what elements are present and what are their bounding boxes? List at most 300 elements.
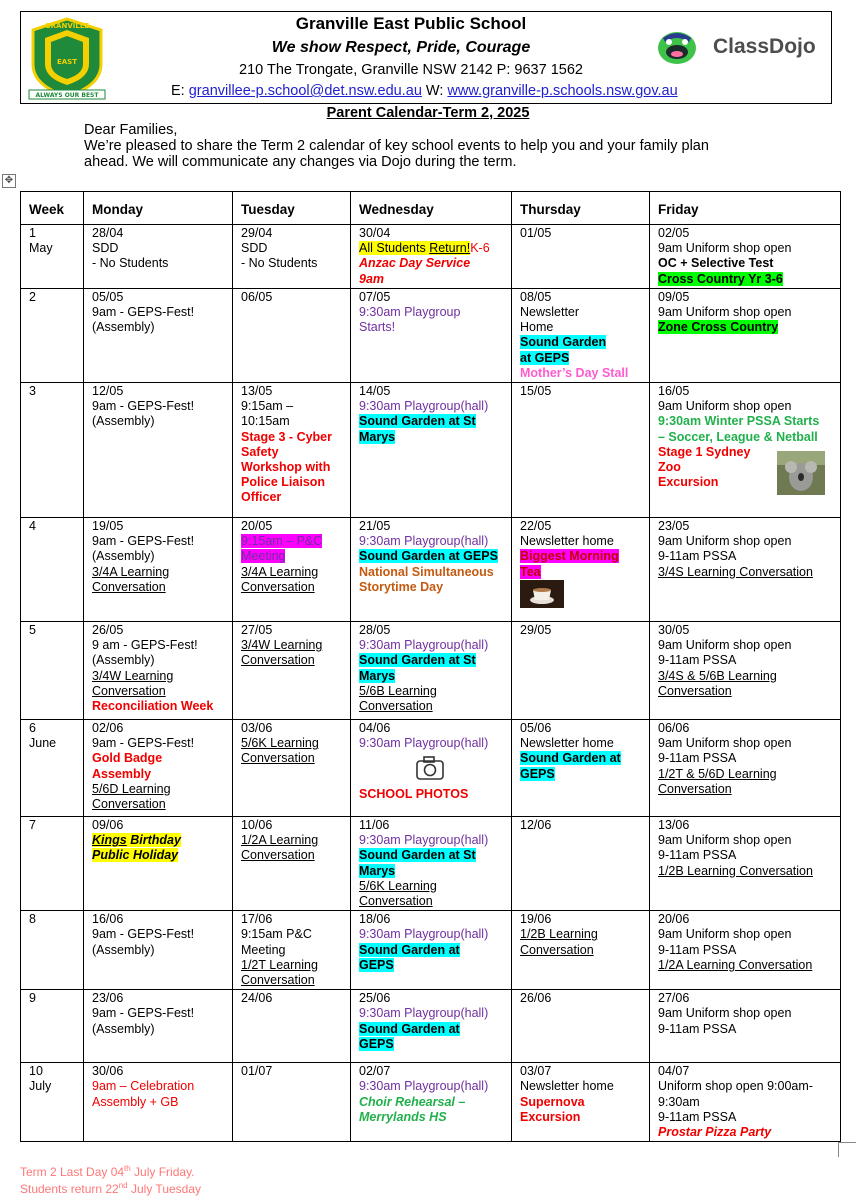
table-row	[21, 288, 841, 382]
monday-cell	[84, 288, 233, 382]
event-zoo-excursion: Stage 1 Sydney	[658, 444, 751, 459]
week-cell	[21, 288, 84, 382]
event-text: Tea	[520, 564, 541, 579]
event-sound-garden	[359, 943, 503, 958]
tuesday-cell	[233, 720, 351, 817]
event-sound-garden	[359, 669, 503, 684]
month-label: May	[29, 241, 53, 256]
event-storytime: Storytime Day	[359, 579, 444, 594]
event-text: K-6	[470, 241, 490, 256]
date: 06/05	[241, 289, 273, 304]
school-address: 210 The Trongate, Granville NSW 2142 P: 9637 1562	[239, 62, 583, 78]
date: 14/05	[359, 384, 391, 399]
date: 27/05	[241, 623, 273, 638]
event-playgroup: 9:30am Playgroup(hall)	[359, 927, 489, 942]
event-learning-conversation: 1/2B Learning	[520, 927, 598, 942]
event-learning-conversation: Conversation	[241, 751, 315, 766]
event-playgroup: 9:30am Playgroup(hall)	[359, 638, 489, 653]
event: 9am - GEPS-Fest!	[92, 1006, 195, 1021]
event-learning-conversation: Conversation	[658, 781, 732, 796]
friday-cell	[650, 911, 841, 990]
col-header-week: Week	[21, 192, 84, 225]
event-playgroup: 9:30am Playgroup(hall)	[359, 1006, 489, 1021]
thursday-cell	[512, 288, 650, 382]
event-text: 9:15am – P&C	[241, 534, 323, 549]
event-cyber-safety: Workshop with	[241, 460, 331, 475]
footer-note	[20, 1162, 201, 1196]
thursday-cell	[512, 817, 650, 911]
event-text: GEPS	[359, 957, 394, 972]
monday-cell	[84, 990, 233, 1063]
event-text: Zone Cross Country	[658, 320, 779, 335]
thursday-cell	[512, 383, 650, 518]
date: 25/06	[359, 991, 391, 1006]
event-oc-selective: OC + Selective Test	[658, 256, 774, 271]
event-text: Birthday	[126, 833, 181, 848]
page-title: Parent Calendar-Term 2, 2025	[326, 105, 530, 121]
thursday-cell	[512, 518, 650, 622]
greeting: Dear Families,	[84, 122, 178, 138]
event-text: Return!	[429, 241, 471, 256]
week-cell	[21, 622, 84, 720]
table-row	[21, 622, 841, 720]
wednesday-cell	[351, 990, 512, 1063]
event: 9am Uniform shop open	[658, 399, 792, 414]
date: 29/04	[241, 226, 273, 240]
event-learning-conversation: 1/2A Learning	[241, 833, 319, 848]
event-learning-conversation: Conversation	[92, 797, 166, 812]
event-learning-conversation: 5/6D Learning	[92, 781, 171, 796]
monday-cell	[84, 518, 233, 622]
event-gold-badge-assembly: Gold Badge	[92, 751, 163, 766]
event-text: Sound Garden at GEPS	[359, 549, 498, 564]
date: 15/05	[520, 384, 552, 399]
event-text: Sound Garden at St	[359, 653, 476, 668]
table-row	[21, 720, 841, 817]
monday-cell	[84, 817, 233, 911]
event: Newsletter home	[520, 1079, 614, 1094]
event: (Assembly)	[92, 414, 155, 429]
footer-sup: nd	[118, 1181, 128, 1190]
event-learning-conversation: Conversation	[241, 973, 315, 988]
date: 27/06	[658, 991, 690, 1006]
event: 9am - GEPS-Fest!	[92, 305, 195, 320]
event-learning-conversation: 5/6B Learning	[359, 683, 437, 698]
date: 26/05	[92, 623, 124, 638]
crest-text-top: GRANVILLE	[44, 22, 90, 30]
event-zone-cross-country	[658, 320, 832, 335]
event-playgroup: 9:30am Playgroup	[359, 305, 461, 320]
monday-cell	[84, 622, 233, 720]
event: SDD	[241, 241, 268, 256]
event-winter-pssa: – Soccer, League & Netball	[658, 429, 818, 444]
event-cyber-safety: Stage 3 - Cyber	[241, 429, 333, 444]
week-number: 7	[29, 818, 36, 833]
date: 30/06	[92, 1064, 124, 1079]
date: 04/07	[658, 1064, 690, 1079]
camera-icon-wrap	[359, 751, 503, 787]
event-gold-badge-assembly: Assembly	[92, 766, 152, 781]
wednesday-cell	[351, 911, 512, 990]
date: 19/06	[520, 912, 552, 927]
event-pizza-party: Prostar Pizza Party	[658, 1125, 772, 1140]
event-playgroup: Starts!	[359, 320, 396, 335]
friday-cell	[650, 720, 841, 817]
event-cyber-safety: Safety	[241, 444, 279, 459]
event: 9am Uniform shop open	[658, 736, 792, 751]
event-storytime: National Simultaneous	[359, 564, 494, 579]
date: 09/05	[658, 289, 690, 304]
event-text: Sound Garden at	[520, 751, 621, 766]
footer-sup: th	[124, 1164, 131, 1173]
date: 05/05	[92, 289, 124, 304]
thursday-cell	[512, 622, 650, 720]
event: 9:30am	[658, 1094, 700, 1109]
footer-text: July Tuesday	[127, 1182, 202, 1196]
table-row	[21, 911, 841, 990]
date: 28/05	[359, 623, 391, 638]
date: 22/05	[520, 519, 552, 534]
event: 9-11am PSSA	[658, 751, 737, 766]
table-row	[21, 1063, 841, 1142]
classdojo-monster-icon	[655, 26, 699, 66]
date: 08/05	[520, 289, 552, 304]
event-sound-garden	[359, 1022, 503, 1037]
event-text: Marys	[359, 863, 396, 878]
event-sound-garden	[359, 430, 503, 445]
monday-cell	[84, 1063, 233, 1142]
date: 07/05	[359, 289, 391, 304]
date: 13/05	[241, 384, 273, 399]
week-number: 10	[29, 1064, 43, 1079]
week-cell	[21, 817, 84, 911]
event: 9am Uniform shop open	[658, 833, 792, 848]
date: 03/06	[241, 721, 273, 736]
event-zoo-excursion: Zoo	[658, 460, 681, 475]
event: - No Students	[241, 256, 318, 271]
term-calendar-table	[20, 191, 841, 1142]
table-move-handle-icon[interactable]: ✥	[2, 174, 16, 188]
tuesday-cell	[233, 990, 351, 1063]
friday-cell	[650, 622, 841, 720]
letterhead	[20, 11, 832, 104]
tuesday-cell	[233, 817, 351, 911]
date: 20/06	[658, 912, 690, 927]
event-playgroup: 9:30am Playgroup(hall)	[359, 1079, 489, 1094]
event-text: Sound Garden at St	[359, 414, 476, 429]
school-motto: We show Respect, Pride, Courage	[271, 39, 531, 56]
footer-line-last-day	[20, 1162, 201, 1179]
event-pc-meeting	[241, 549, 342, 564]
week-number: 5	[29, 623, 36, 638]
event-text: Marys	[359, 668, 396, 683]
col-header-friday: Friday	[650, 192, 841, 225]
event: 9am Uniform shop open	[658, 1006, 792, 1021]
event-celebration-assembly: 9am – Celebration	[92, 1079, 195, 1094]
event-celebration-assembly: Assembly + GB	[92, 1094, 179, 1109]
date: 02/07	[359, 1064, 391, 1079]
event-supernova-excursion: Supernova	[520, 1094, 585, 1109]
table-row	[21, 383, 841, 518]
event-sound-garden	[520, 335, 641, 350]
event-learning-conversation: 3/4S & 5/6B Learning	[658, 668, 777, 683]
event-text: Sound Garden at	[359, 942, 460, 957]
event: 9-11am PSSA	[658, 549, 737, 564]
date: 23/06	[92, 991, 124, 1006]
tuesday-cell	[233, 911, 351, 990]
event-sound-garden	[520, 767, 641, 782]
event: (Assembly)	[92, 653, 155, 668]
friday-cell	[650, 518, 841, 622]
event-learning-conversation: Conversation	[241, 653, 315, 668]
thursday-cell	[512, 225, 650, 289]
event: 9am - GEPS-Fest!	[92, 399, 195, 414]
event: (Assembly)	[92, 549, 155, 564]
event: 9-11am PSSA	[658, 848, 737, 863]
event: 9am - GEPS-Fest!	[92, 736, 195, 751]
event-text: Sound Garden at St	[359, 848, 476, 863]
event-text: Meeting	[241, 549, 286, 564]
web-prefix: W:	[421, 83, 448, 99]
event-text: Cross Country Yr 3-6	[658, 271, 783, 286]
event: 9am - GEPS-Fest!	[92, 534, 195, 549]
tuesday-cell	[233, 622, 351, 720]
event-public-holiday	[92, 848, 224, 863]
thursday-cell	[512, 1063, 650, 1142]
intro-line-2: ahead. We will communicate any changes via Dojo during the term.	[84, 154, 517, 170]
event-sound-garden	[520, 751, 641, 766]
week-number: 3	[29, 384, 36, 399]
week-number: 6	[29, 721, 36, 736]
event-choir-rehearsal: Merrylands HS	[359, 1109, 447, 1124]
table-row	[21, 990, 841, 1063]
classdojo-label: ClassDojo	[713, 35, 816, 58]
event-sound-garden	[359, 864, 503, 879]
event-learning-conversation: 1/2B Learning Conversation	[658, 863, 813, 878]
event-reconciliation-week: Reconciliation Week	[92, 699, 214, 714]
week-cell	[21, 383, 84, 518]
event-school-photos: SCHOOL PHOTOS	[359, 787, 469, 802]
event-learning-conversation: 1/2A Learning Conversation	[658, 957, 813, 972]
wednesday-cell	[351, 225, 512, 289]
event: (Assembly)	[92, 320, 155, 335]
event-learning-conversation: Conversation	[241, 579, 315, 594]
col-header-monday: Monday	[84, 192, 233, 225]
week-cell	[21, 518, 84, 622]
event: Meeting	[241, 942, 286, 957]
event-text: All Students	[359, 241, 430, 256]
wednesday-cell	[351, 383, 512, 518]
event-learning-conversation: 3/4A Learning	[92, 564, 170, 579]
resize-handle[interactable]	[838, 1142, 856, 1157]
event-choir-rehearsal: Choir Rehearsal –	[359, 1094, 466, 1109]
monday-cell	[84, 225, 233, 289]
event: 9:15am –	[241, 399, 294, 414]
wednesday-cell	[351, 518, 512, 622]
date: 30/04	[359, 226, 391, 240]
event: 9-11am PSSA	[658, 942, 737, 957]
event-playgroup: 9:30am Playgroup(hall)	[359, 399, 489, 414]
date: 12/06	[520, 818, 552, 833]
event: (Assembly)	[92, 1021, 155, 1036]
week-cell	[21, 1063, 84, 1142]
event-learning-conversation: Conversation	[359, 894, 433, 909]
event: 9:15am P&C	[241, 927, 312, 942]
date: 18/06	[359, 912, 391, 927]
event: 9am Uniform shop open	[658, 927, 792, 942]
event-learning-conversation: 1/2T & 5/6D Learning	[658, 766, 777, 781]
date: 21/05	[359, 519, 391, 534]
date: 09/06	[92, 818, 124, 833]
wednesday-cell	[351, 1063, 512, 1142]
date: 04/06	[359, 721, 391, 736]
date: 02/06	[92, 721, 124, 736]
event-cyber-safety: Police Liaison	[241, 475, 326, 490]
friday-cell	[650, 383, 841, 518]
event-text: Sound Garden	[520, 335, 607, 350]
month-label: July	[29, 1079, 52, 1094]
event: SDD	[92, 241, 119, 256]
event: 9am Uniform shop open	[658, 241, 792, 256]
col-header-tuesday: Tuesday	[233, 192, 351, 225]
event-text: Public Holiday	[92, 848, 179, 863]
monday-cell	[84, 720, 233, 817]
date: 30/05	[658, 623, 690, 638]
date: 24/06	[241, 991, 273, 1006]
event-sound-garden	[520, 351, 641, 366]
date: 11/06	[359, 818, 390, 833]
event: 9am Uniform shop open	[658, 534, 792, 549]
koala-photo	[777, 451, 825, 495]
event-mothers-day-stall: Mother’s Day Stall	[520, 365, 629, 380]
event: 9-11am PSSA	[658, 653, 737, 668]
event-learning-conversation: 5/6K Learning	[241, 736, 319, 751]
event: Home	[520, 320, 554, 335]
email-prefix: E:	[171, 83, 189, 99]
tuesday-cell	[233, 288, 351, 382]
date: 29/05	[520, 623, 552, 638]
date: 16/05	[658, 384, 690, 399]
week-cell	[21, 911, 84, 990]
event: Newsletter home	[520, 534, 614, 549]
month-label: June	[29, 736, 57, 751]
event-text: Kings	[92, 833, 127, 848]
event-learning-conversation: 3/4A Learning	[241, 564, 319, 579]
date: 12/05	[92, 384, 124, 399]
event-sound-garden	[359, 1037, 503, 1052]
event: 9am - GEPS-Fest!	[92, 927, 195, 942]
event-playgroup: 9:30am Playgroup(hall)	[359, 534, 489, 549]
event: 9-11am PSSA	[658, 1021, 737, 1036]
footer-text: Students return 22	[20, 1182, 119, 1196]
crest-text-bottom: ALWAYS OUR BEST	[35, 92, 99, 99]
table-row	[21, 817, 841, 911]
wednesday-cell	[351, 817, 512, 911]
event-learning-conversation: Conversation	[520, 942, 594, 957]
event-kings-birthday	[92, 833, 224, 848]
date: 20/05	[241, 519, 273, 534]
week-cell	[21, 720, 84, 817]
week-number: 2	[29, 289, 36, 304]
tuesday-cell	[233, 225, 351, 289]
wednesday-cell	[351, 288, 512, 382]
event-time: 9am	[359, 271, 385, 286]
event-learning-conversation: Conversation	[658, 683, 732, 698]
date: 19/05	[92, 519, 124, 534]
event-learning-conversation: Conversation	[92, 683, 166, 698]
event-text: GEPS	[520, 766, 555, 781]
event: Newsletter	[520, 305, 580, 320]
week-cell	[21, 990, 84, 1063]
event-sound-garden	[359, 653, 503, 668]
crest-text-mid: EAST	[56, 58, 78, 66]
thursday-cell	[512, 911, 650, 990]
col-header-wednesday: Wednesday	[351, 192, 512, 225]
school-name: Granville East Public School	[295, 14, 527, 33]
date: 28/04	[92, 226, 124, 240]
classdojo-logo	[655, 26, 825, 66]
friday-cell	[650, 288, 841, 382]
date: 16/06	[92, 912, 124, 927]
date: 05/06	[520, 721, 552, 736]
date: 26/06	[520, 991, 552, 1006]
event: 10:15am	[241, 414, 290, 429]
date: 10/06	[241, 818, 273, 833]
tea-cup-photo	[520, 580, 564, 608]
date: 17/06	[241, 912, 273, 927]
event: 9am Uniform shop open	[658, 638, 792, 653]
monday-cell	[84, 383, 233, 518]
friday-cell	[650, 225, 841, 289]
tuesday-cell	[233, 518, 351, 622]
event: 9-11am PSSA	[658, 1109, 737, 1124]
event: 9 am - GEPS-Fest!	[92, 638, 198, 653]
monday-cell	[84, 911, 233, 990]
email-link[interactable]: granvillee-p.school@det.nsw.edu.au	[188, 83, 422, 99]
date: 01/07	[241, 1064, 273, 1079]
event-learning-conversation: Conversation	[241, 848, 315, 863]
tuesday-cell	[233, 383, 351, 518]
friday-cell	[650, 1063, 841, 1142]
event-zoo-excursion: Excursion	[658, 475, 719, 490]
friday-cell	[650, 990, 841, 1063]
event-winter-pssa: 9:30am Winter PSSA Starts	[658, 414, 820, 429]
camera-icon	[415, 753, 445, 783]
event-playgroup: 9:30am Playgroup(hall)	[359, 736, 489, 751]
footer-line-return	[20, 1179, 201, 1196]
event-cross-country	[658, 272, 832, 287]
table-row	[21, 518, 841, 622]
event: - No Students	[92, 256, 169, 271]
date: 13/06	[658, 818, 690, 833]
intro-letter	[84, 122, 764, 170]
event-text: GEPS	[359, 1036, 394, 1051]
event-anzac-service: Anzac Day Service	[359, 256, 471, 271]
week-number: 8	[29, 912, 36, 927]
event-learning-conversation: 3/4W Learning	[241, 638, 323, 653]
footer-text: July Friday.	[130, 1165, 195, 1179]
event-sound-garden	[359, 958, 503, 973]
week-number: 4	[29, 519, 36, 534]
date: 01/05	[520, 226, 552, 240]
website-link[interactable]: www.granville-p.schools.nsw.gov.au	[447, 83, 678, 99]
event-biggest-morning-tea	[520, 549, 641, 564]
event-supernova-excursion: Excursion	[520, 1109, 581, 1124]
event: (Assembly)	[92, 942, 155, 957]
event-text: Sound Garden at	[359, 1021, 460, 1036]
col-header-thursday: Thursday	[512, 192, 650, 225]
event: Newsletter home	[520, 736, 614, 751]
